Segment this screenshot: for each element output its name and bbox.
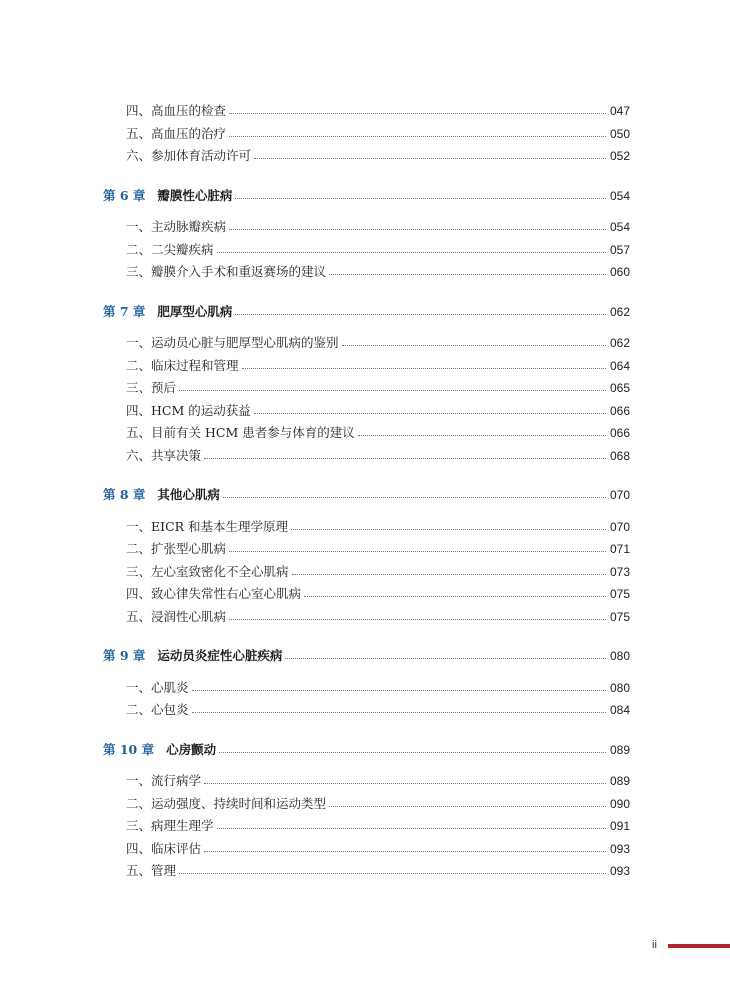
- chapter-number: 第 8 章: [103, 487, 146, 502]
- toc-section-row[interactable]: [126, 794, 630, 814]
- toc-section-row[interactable]: [126, 816, 630, 836]
- dot-leader: [192, 711, 606, 713]
- page-ref: 075: [609, 587, 630, 601]
- toc-section-row[interactable]: [126, 607, 630, 627]
- section-title: 一、心肌炎: [126, 680, 189, 695]
- dot-leader: [204, 782, 606, 784]
- toc-chapter-row[interactable]: [103, 740, 630, 760]
- dot-leader: [342, 344, 606, 346]
- page-ref: 080: [609, 681, 630, 695]
- section-title: 五、目前有关 HCM 患者参与体育的建议: [126, 425, 355, 440]
- chapter-title: 肥厚型心肌病: [157, 304, 233, 319]
- toc-section-row[interactable]: [126, 700, 630, 720]
- dot-leader: [329, 273, 606, 275]
- dot-leader: [204, 850, 606, 852]
- page-ref: 075: [609, 610, 630, 624]
- section-title: 五、高血压的治疗: [126, 126, 227, 141]
- toc-section-row[interactable]: [126, 446, 630, 466]
- dot-leader: [229, 112, 606, 114]
- dot-leader: [217, 827, 606, 829]
- toc-section-row[interactable]: [126, 101, 630, 121]
- toc-section-row[interactable]: [126, 562, 630, 582]
- dot-leader: [192, 689, 606, 691]
- toc-chapter-row[interactable]: [103, 186, 630, 206]
- section-title: 三、左心室致密化不全心肌病: [126, 564, 289, 579]
- section-title: 四、致心律失常性右心室心肌病: [126, 586, 302, 601]
- page-ref: 070: [609, 520, 630, 534]
- section-title: 二、扩张型心肌病: [126, 541, 227, 556]
- page-ref: 093: [609, 842, 630, 856]
- dot-leader: [329, 805, 606, 807]
- page-ref: 052: [609, 149, 630, 163]
- page-ref: 050: [609, 127, 630, 141]
- page-ref: 093: [609, 864, 630, 878]
- section-title: 一、流行病学: [126, 773, 202, 788]
- page-ref: 064: [609, 359, 630, 373]
- dot-leader: [217, 251, 606, 253]
- dot-leader: [304, 595, 606, 597]
- dot-leader: [223, 496, 606, 498]
- page-ref: 066: [609, 426, 630, 440]
- page-number: ii: [652, 939, 657, 951]
- dot-leader: [179, 389, 606, 391]
- dot-leader: [229, 618, 606, 620]
- page-ref: 066: [609, 404, 630, 418]
- toc-section-row[interactable]: [126, 217, 630, 237]
- page-ref: 062: [609, 336, 630, 350]
- section-title: 一、主动脉瓣疾病: [126, 219, 227, 234]
- page-ref: 089: [609, 774, 630, 788]
- toc-section-row[interactable]: [126, 401, 630, 421]
- toc-section-row[interactable]: [126, 333, 630, 353]
- section-title: 五、管理: [126, 863, 177, 878]
- toc-section-row[interactable]: [126, 678, 630, 698]
- toc-section-row[interactable]: [126, 539, 630, 559]
- dot-leader: [235, 197, 606, 199]
- page-ref: 047: [609, 104, 630, 118]
- section-title: 六、共享决策: [126, 448, 202, 463]
- toc-chapter-row[interactable]: [103, 485, 630, 505]
- page-ref: 065: [609, 381, 630, 395]
- section-title: 五、浸润性心肌病: [126, 609, 227, 624]
- chapter-title: 运动员炎症性心脏疾病: [157, 648, 283, 663]
- page-ref: 070: [609, 488, 630, 502]
- chapter-title: 瓣膜性心脏病: [157, 188, 233, 203]
- page-ref: 062: [609, 305, 630, 319]
- section-title: 二、运动强度、持续时间和运动类型: [126, 796, 327, 811]
- section-title: 三、病理生理学: [126, 818, 214, 833]
- chapter-title: 心房颤动: [166, 742, 217, 757]
- toc-section-row[interactable]: [126, 839, 630, 859]
- page-ref: 090: [609, 797, 630, 811]
- dot-leader: [254, 412, 606, 414]
- page-ref: 057: [609, 243, 630, 257]
- toc-section-row[interactable]: [126, 240, 630, 260]
- toc-section-row[interactable]: [126, 861, 630, 881]
- toc-chapter-row[interactable]: [103, 646, 630, 666]
- dot-leader: [204, 457, 606, 459]
- dot-leader: [292, 573, 606, 575]
- toc-section-row[interactable]: [126, 146, 630, 166]
- page-ref: 054: [609, 189, 630, 203]
- dot-leader: [179, 872, 606, 874]
- chapter-number: 第 9 章: [103, 648, 146, 663]
- footer-accent-bar: [668, 944, 730, 948]
- section-title: 四、高血压的检查: [126, 103, 227, 118]
- section-title: 三、预后: [126, 380, 177, 395]
- dot-leader: [285, 657, 606, 659]
- dot-leader: [229, 228, 606, 230]
- toc-section-row[interactable]: [126, 517, 630, 537]
- dot-leader: [219, 751, 606, 753]
- section-title: 六、参加体育活动许可: [126, 148, 252, 163]
- dot-leader: [229, 550, 606, 552]
- dot-leader: [229, 135, 606, 137]
- toc-section-row[interactable]: [126, 771, 630, 791]
- section-title: 二、心包炎: [126, 702, 189, 717]
- section-title: 一、EICR 和基本生理学原理: [126, 519, 289, 534]
- page-ref: 080: [609, 649, 630, 663]
- toc-section-row[interactable]: [126, 423, 630, 443]
- chapter-number: 第 10 章: [103, 742, 155, 757]
- page-ref: 068: [609, 449, 630, 463]
- chapter-title: 其他心肌病: [157, 487, 220, 502]
- page-ref: 084: [609, 703, 630, 717]
- page-ref: 054: [609, 220, 630, 234]
- page-ref: 089: [609, 743, 630, 757]
- dot-leader: [235, 313, 606, 315]
- dot-leader: [291, 528, 606, 530]
- toc-section-row[interactable]: [126, 262, 630, 282]
- section-title: 二、临床过程和管理: [126, 358, 239, 373]
- page-ref: 073: [609, 565, 630, 579]
- section-title: 三、瓣膜介入手术和重返赛场的建议: [126, 264, 327, 279]
- toc-section-row[interactable]: [126, 584, 630, 604]
- toc-section-row[interactable]: [126, 378, 630, 398]
- page-ref: 071: [609, 542, 630, 556]
- section-title: 一、运动员心脏与肥厚型心肌病的鉴别: [126, 335, 339, 350]
- section-title: 二、二尖瓣疾病: [126, 242, 214, 257]
- toc-chapter-row[interactable]: [103, 302, 630, 322]
- page-ref: 091: [609, 819, 630, 833]
- dot-leader: [358, 434, 606, 436]
- page-ref: 060: [609, 265, 630, 279]
- toc-section-row[interactable]: [126, 356, 630, 376]
- toc-section-row[interactable]: [126, 124, 630, 144]
- section-title: 四、临床评估: [126, 841, 202, 856]
- dot-leader: [242, 367, 606, 369]
- chapter-number: 第 6 章: [103, 188, 146, 203]
- chapter-number: 第 7 章: [103, 304, 146, 319]
- dot-leader: [254, 157, 606, 159]
- section-title: 四、HCM 的运动获益: [126, 403, 251, 418]
